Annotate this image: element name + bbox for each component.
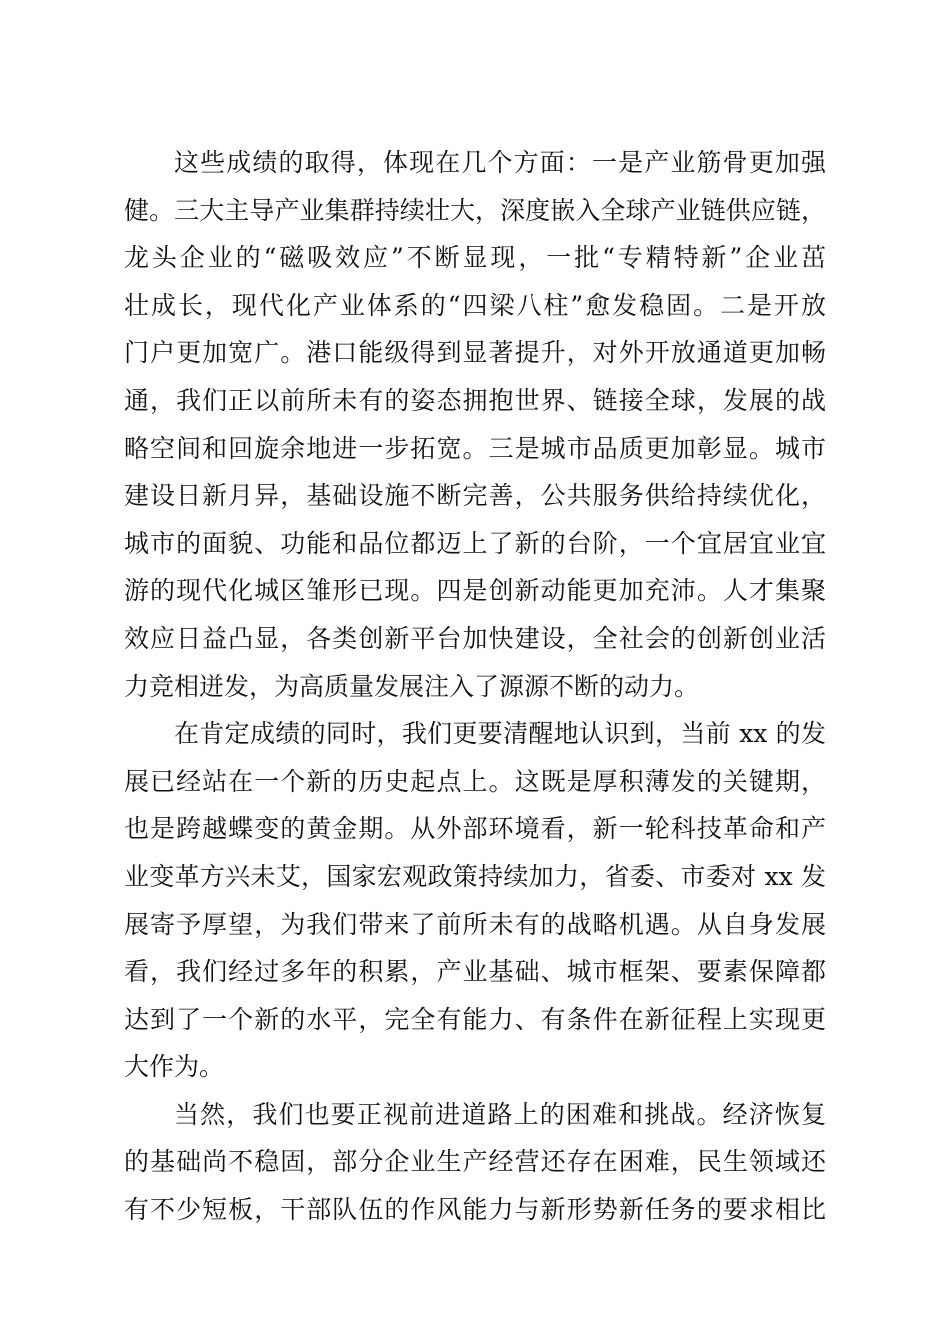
paragraph-2-line-7: 达到了一个新的水平，完全有能力、有条件在新征程上实现更 bbox=[124, 1004, 826, 1034]
paragraph-1-line-1: 这些成绩的取得，体现在几个方面：一是产业筋骨更加强 bbox=[174, 148, 826, 177]
paragraph-1-line-3: 龙头企业的“磁吸效应”不断显现，一批“专精特新”企业茁 bbox=[124, 243, 826, 273]
paragraph-1-line-2: 健。三大主导产业集群持续壮大，深度嵌入全球产业链供应链， bbox=[124, 195, 826, 225]
paragraph-2-line-5: 展寄予厚望，为我们带来了前所未有的战略机遇。从自身发展 bbox=[124, 909, 826, 939]
paragraph-2-line-6: 看，我们经过多年的积累，产业基础、城市框架、要素保障都 bbox=[124, 957, 826, 987]
paragraph-1-line-5: 门户更加宽广。港口能级得到显著提升，对外开放通道更加畅 bbox=[124, 338, 826, 368]
paragraph-1-line-11: 效应日益凸显，各类创新平台加快建设，全社会的创新创业活 bbox=[124, 623, 826, 653]
paragraph-3-line-2: 的基础尚不稳固，部分企业生产经营还存在困难，民生领域还 bbox=[124, 1147, 826, 1177]
paragraph-1-line-4: 壮成长，现代化产业体系的“四梁八柱”愈发稳固。二是开放 bbox=[124, 290, 826, 320]
paragraph-2-line-2: 展已经站在一个新的历史起点上。这既是厚积薄发的关键期， bbox=[124, 766, 826, 796]
paragraph-1-line-10: 游的现代化城区雏形已现。四是创新动能更加充沛。人才集聚 bbox=[124, 576, 826, 606]
document-body bbox=[124, 139, 826, 1234]
paragraph-2-line-8: 大作为。 bbox=[124, 1052, 225, 1082]
paragraph-2-line-4: 业变革方兴未艾，国家宏观政策持续加力，省委、市委对 xx 发 bbox=[124, 861, 826, 891]
paragraph-1-line-9: 城市的面貌、功能和品位都迈上了新的台阶，一个宜居宜业宜 bbox=[124, 528, 826, 558]
paragraph-3-line-1: 当然，我们也要正视前进道路上的困难和挑战。经济恢复 bbox=[174, 1099, 826, 1129]
paragraph-2-line-3: 也是跨越蝶变的黄金期。从外部环境看，新一轮科技革命和产 bbox=[124, 814, 826, 844]
paragraph-3-line-3: 有不少短板，干部队伍的作风能力与新形势新任务的要求相比 bbox=[124, 1195, 826, 1225]
paragraph-1-line-8: 建设日新月异，基础设施不断完善，公共服务供给持续优化， bbox=[124, 481, 826, 511]
paragraph-1-line-12: 力竞相迸发，为高质量发展注入了源源不断的动力。 bbox=[124, 671, 700, 701]
paragraph-1-line-6: 通，我们正以前所未有的姿态拥抱世界、链接全球，发展的战 bbox=[124, 385, 826, 415]
paragraph-2-line-1: 在肯定成绩的同时，我们更要清醒地认识到，当前 xx 的发 bbox=[174, 719, 826, 749]
paragraph-1-line-7: 略空间和回旋余地进一步拓宽。三是城市品质更加彰显。城市 bbox=[124, 433, 826, 463]
